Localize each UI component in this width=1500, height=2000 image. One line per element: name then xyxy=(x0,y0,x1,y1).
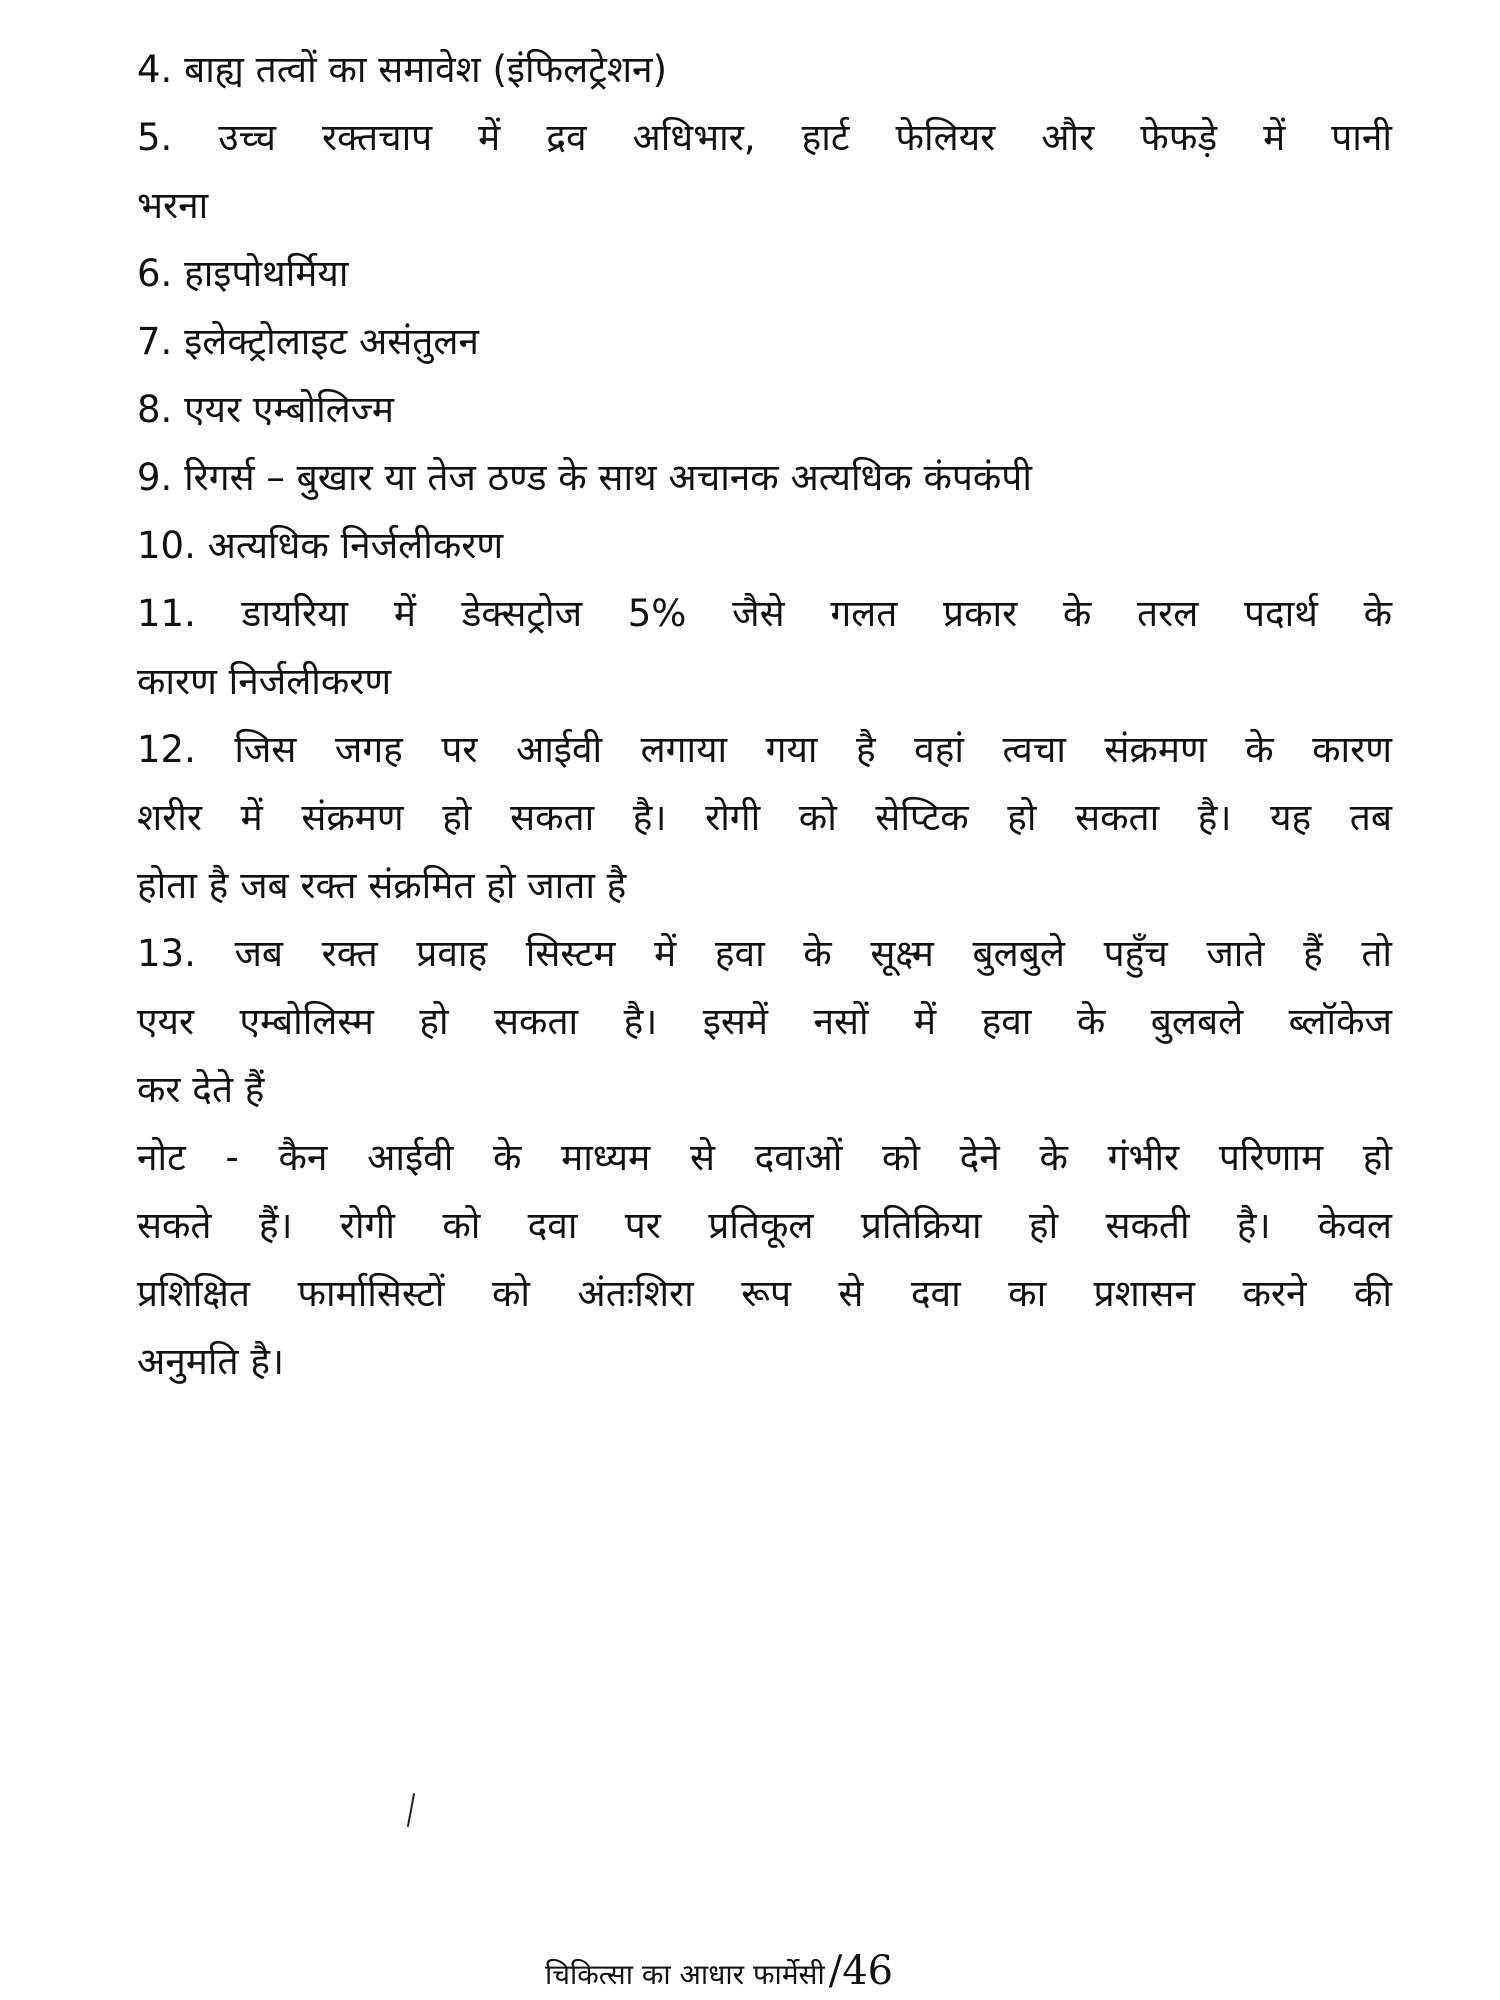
list-item-10 xyxy=(137,512,1392,580)
footer-book-title: चिकित्सा का आधार फार्मेसी xyxy=(545,1958,825,1991)
note-paragraph xyxy=(137,1124,1392,1396)
text-line: 4. बाह्य तत्वों का समावेश (इंफिलट्रेशन) xyxy=(137,48,668,91)
list-item-5 xyxy=(137,104,1392,240)
text-line: नोट - कैन आईवी के माध्यम से दवाओं को देने के गंभीर परिणाम हो xyxy=(137,1136,1392,1179)
list-item-8 xyxy=(137,376,1392,444)
text-line: 7. इलेक्ट्रोलाइट असंतुलन xyxy=(137,320,479,363)
text-line: कारण निर्जलीकरण xyxy=(137,660,392,703)
list-item-9 xyxy=(137,444,1392,512)
text-line: होता है जब रक्त संक्रमित हो जाता है xyxy=(137,864,627,907)
text-line: 8. एयर एम्बोलिज्म xyxy=(137,388,395,431)
text-line: कर देते हैं xyxy=(137,1068,265,1111)
list-item-13 xyxy=(137,920,1392,1124)
pen-stroke-mark xyxy=(405,1792,417,1828)
text-line: 12. जिस जगह पर आईवी लगाया गया है वहां त्वचा संक्रमण के कारण xyxy=(137,728,1392,771)
list-item-4 xyxy=(137,36,1392,104)
list-item-6 xyxy=(137,240,1392,308)
text-line: 5. उच्च रक्तचाप में द्रव अधिभार, हार्ट फेलियर और फेफड़े में पानी xyxy=(137,116,1392,159)
text-line: 11. डायरिया में डेक्सट्रोज 5% जैसे गलत प्रकार के तरल पदार्थ के xyxy=(137,592,1392,635)
page-number: /46 xyxy=(828,1948,894,1994)
text-line: भरना xyxy=(137,184,209,227)
text-line: अनुमति है। xyxy=(137,1340,285,1383)
list-item-7 xyxy=(137,308,1392,376)
page-body xyxy=(137,36,1392,1396)
list-item-12 xyxy=(137,716,1392,920)
text-line: एयर एम्बोलिस्म हो सकता है। इसमें नसों में हवा के बुलबले ब्लॉकेज xyxy=(137,1000,1392,1043)
text-line: 9. रिगर्स – बुखार या तेज ठण्ड के साथ अचानक अत्यधिक कंपकंपी xyxy=(137,456,1032,499)
text-line: 10. अत्यधिक निर्जलीकरण xyxy=(137,524,504,567)
list-item-11 xyxy=(137,580,1392,716)
text-line: 6. हाइपोथर्मिया xyxy=(137,252,349,295)
text-line: सकते हैं। रोगी को दवा पर प्रतिकूल प्रतिक्रिया हो सकती है। केवल xyxy=(137,1204,1392,1247)
text-line: 13. जब रक्त प्रवाह सिस्टम में हवा के सूक्ष्म बुलबुले पहुँच जाते हैं तो xyxy=(137,932,1392,975)
text-line: प्रशिक्षित फार्मासिस्टों को अंतःशिरा रूप से दवा का प्रशासन करने की xyxy=(137,1272,1392,1315)
page-footer xyxy=(545,1948,894,1994)
text-line: शरीर में संक्रमण हो सकता है। रोगी को सेप्टिक हो सकता है। यह तब xyxy=(137,796,1392,839)
